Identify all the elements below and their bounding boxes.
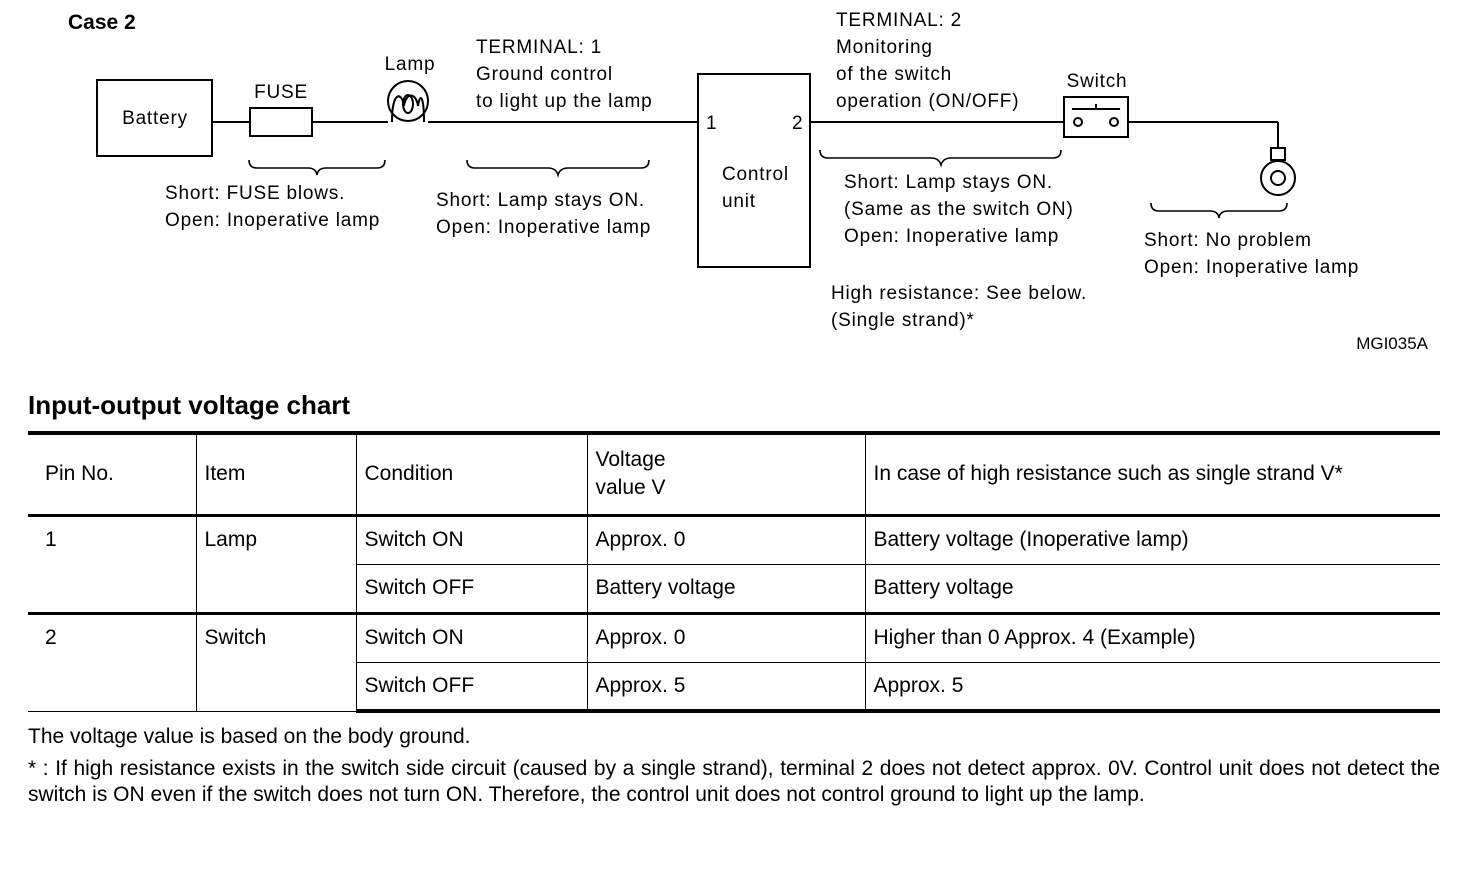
cell-high-resistance: Battery voltage (Inoperative lamp) <box>865 515 1440 564</box>
terminal1-line1: TERMINAL: 1 <box>476 37 602 58</box>
header-high-resistance: In case of high resistance such as single strand V* <box>865 433 1440 515</box>
cell-voltage: Approx. 0 <box>587 613 865 662</box>
lamp-note-short: Short: Lamp stays ON. <box>436 190 645 211</box>
cell-condition: Switch ON <box>356 613 587 662</box>
resistance-note-line2: (Single strand)* <box>831 310 975 331</box>
cell-voltage: Approx. 0 <box>587 515 865 564</box>
switch-icon <box>1064 97 1128 137</box>
pin1-label: 1 <box>706 113 718 134</box>
table-header-row <box>28 433 1440 515</box>
fuse-note-short: Short: FUSE blows. <box>165 183 346 204</box>
fuse-note-open: Open: Inoperative lamp <box>165 210 381 231</box>
cell-condition: Switch OFF <box>356 662 587 711</box>
voltage-table <box>28 431 1440 713</box>
cell-condition: Switch OFF <box>356 564 587 613</box>
terminal1-line2: Ground control <box>476 64 613 85</box>
control-unit-line1: Control <box>722 164 789 185</box>
ground-icon <box>1261 148 1295 195</box>
switch-note-open: Open: Inoperative lamp <box>844 226 1060 247</box>
cell-high-resistance: Higher than 0 Approx. 4 (Example) <box>865 613 1440 662</box>
body-ground-note: The voltage value is based on the body ground. <box>28 725 471 748</box>
pin2-label: 2 <box>792 113 804 134</box>
fuse-symbol <box>250 108 312 136</box>
switch-label: Switch <box>1066 71 1128 92</box>
cell-pin: 2 <box>28 613 196 711</box>
header-voltage-line1: Voltage <box>595 448 666 472</box>
cell-high-resistance: Battery voltage <box>865 564 1440 613</box>
cell-condition: Switch ON <box>356 515 587 564</box>
header-pin: Pin No. <box>28 433 196 515</box>
cell-voltage: Approx. 5 <box>587 662 865 711</box>
terminal2-line3: of the switch <box>836 64 953 85</box>
switch-note-short: Short: Lamp stays ON. <box>844 172 1053 193</box>
header-item: Item <box>196 433 356 515</box>
table-row <box>28 613 1440 662</box>
figure-id: MGI035A <box>1356 334 1428 353</box>
cell-pin: 1 <box>28 515 196 613</box>
resistance-note-line1: High resistance: See below. <box>831 283 1088 304</box>
terminal2-line2: Monitoring <box>836 37 933 58</box>
terminal1-line3: to light up the lamp <box>476 91 653 112</box>
header-condition: Condition <box>356 433 587 515</box>
lamp-note-open: Open: Inoperative lamp <box>436 217 652 238</box>
terminal2-line4: operation (ON/OFF) <box>836 91 1020 112</box>
cell-high-resistance: Approx. 5 <box>865 662 1440 711</box>
header-voltage <box>587 433 865 515</box>
battery-label: Battery <box>122 108 188 129</box>
chart-title: Input-output voltage chart <box>28 390 351 420</box>
control-unit-line2: unit <box>722 191 756 212</box>
header-voltage-line2: value V <box>595 476 666 500</box>
terminal2-line1: TERMINAL: 2 <box>836 10 962 31</box>
switch-note-same: (Same as the switch ON) <box>844 199 1074 220</box>
circuit-diagram <box>0 0 1472 380</box>
ground-note-short: Short: No problem <box>1144 230 1312 251</box>
lamp-icon <box>388 81 428 122</box>
cell-item: Lamp <box>196 515 356 613</box>
table-row <box>28 515 1440 564</box>
footnote: * : If high resistance exists in the switch side circuit (caused by a single strand), terminal 2 does not detect approx. 0V. Control unit does not detect the switch is ON even if the switch does not turn ON. Therefore, the control unit does not control ground to light up the lamp. <box>28 757 1440 806</box>
cell-item: Switch <box>196 613 356 711</box>
cell-voltage: Battery voltage <box>587 564 865 613</box>
fuse-label: FUSE <box>254 82 308 103</box>
wires <box>212 122 1278 148</box>
ground-note-open: Open: Inoperative lamp <box>1144 257 1360 278</box>
lamp-label: Lamp <box>384 54 436 75</box>
case-title: Case 2 <box>68 11 136 34</box>
